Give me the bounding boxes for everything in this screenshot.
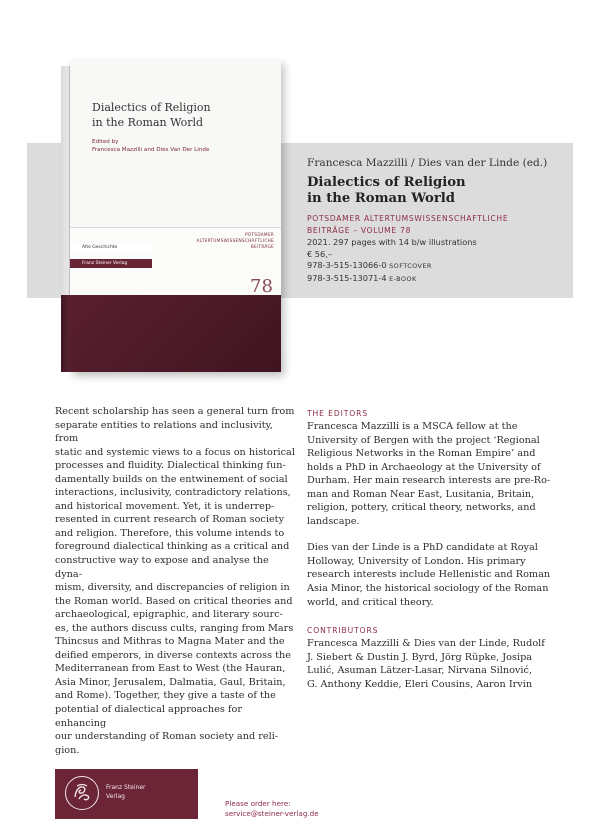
editor-bio-line: world, and critical theory. [307, 596, 434, 608]
isbn-softcover: 978-3-515-13066-0 [307, 260, 387, 270]
description-line: damentally builds on the entwinement of social [55, 473, 288, 485]
book-cover-volume-number: 78 [250, 276, 273, 297]
editor-bio-line: man and Roman Near East, Lusitania, Britain, [307, 488, 535, 500]
description-line: Thincsus and Mithras to Magna Mater and the [55, 636, 285, 648]
isbn-softcover-row [307, 260, 567, 273]
editor-bio-line: Holloway, University of London. His primary [307, 555, 526, 567]
description-line: es, the authors discuss cults, ranging from Mars [55, 622, 294, 634]
page-count: 2021. 297 pages with 14 b/w illustrations [307, 237, 477, 247]
description-line: Mediterranean from East to West (the Hauran, [55, 663, 286, 675]
authors: Francesca Mazzilli / Dies van der Linde (ed.) [307, 157, 548, 169]
book-cover-title-line2: in the Roman World [92, 116, 204, 129]
book-cover-series-line3: BEITRÄGE [250, 244, 274, 249]
series-line1: POTSDAMER ALTERTUMSWISSENSCHAFTLICHE [307, 214, 509, 223]
description-line: mism, diversity, and discrepancies of religion in [55, 582, 290, 594]
order-info [225, 799, 319, 819]
publisher-emblem-icon [65, 776, 99, 810]
contributors-line: Francesca Mazzilli & Dies van der Linde, Rudolf [307, 638, 545, 650]
book-cover-image [61, 60, 281, 372]
publisher-name-line2: Verlag [106, 792, 125, 800]
publisher-name-line1: Franz Steiner [106, 784, 146, 791]
editor-bio-line: Asia Minor, the historical sociology of the Roman [307, 583, 549, 595]
description-line: the Roman world. Based on critical theories and [55, 595, 293, 607]
description-line: and historical movement. Yet, it is underrep- [55, 500, 275, 512]
book-cover-editor-names: Francesca Mazzilli and Dies Van Der Linde [92, 147, 210, 153]
isbn-ebook-row [307, 273, 567, 286]
book-cover-series-line2: ALTERTUMSWISSENSCHAFTLICHE [196, 238, 274, 243]
contributors-line: Lulić, Asuman Lätzer-Lasar, Nirvana Silnović, [307, 665, 532, 677]
book-spine-bottom [61, 295, 70, 372]
book-cover-publisher-tag: Franz Steiner Verlag [70, 259, 152, 268]
description-line: deified emperors, in diverse contexts across the [55, 649, 292, 661]
editor-bio-line: Durham. Her main research interests are pre-Ro- [307, 475, 551, 487]
softcover-label: SOFTCOVER [389, 262, 432, 270]
order-email-link[interactable]: service@steiner-verlag.de [225, 809, 319, 818]
book-cover-series [174, 232, 274, 250]
editor-bio-line: landscape. [307, 515, 360, 527]
editor-bio-line: Francesca Mazzilli is a MSCA fellow at the [307, 421, 518, 432]
book-cover-bottom [70, 295, 281, 372]
isbn-ebook: 978-3-515-13071-4 [307, 272, 387, 283]
title-line1: Dialectics of Religion [307, 175, 466, 190]
book-cover-edited-by: Edited by [92, 139, 119, 145]
paragraph-gap [307, 609, 572, 625]
description-line: Asia Minor, Jerusalem, Dalmatia, Gaul, Britain, [55, 676, 286, 688]
editor-bio-line: research interests include Hellenistic and Roman [307, 569, 551, 581]
book-details [307, 237, 567, 285]
contributors-line: J. Siebert & Dustin J. Byrd, Jörg Rüpke, Josipa [307, 651, 533, 663]
ebook-label: E-BOOK [389, 274, 417, 283]
contributors-heading: CONTRIBUTORS [307, 626, 379, 636]
book-cover-title-line1: Dialectics of Religion [92, 101, 211, 114]
editor-bio-line: religion, pottery, critical theory, networks, and [307, 502, 536, 514]
book-cover-series-line1: POTSDAMER [245, 232, 274, 237]
description-line: and Rome). Together, they give a taste of the [55, 690, 276, 702]
description-line: resented in current research of Roman society [55, 514, 285, 526]
description-line: processes and fluidity. Dialectical thinking fun- [55, 460, 286, 472]
publisher-name [106, 784, 146, 801]
description-line: Recent scholarship has seen a general turn from [55, 406, 295, 417]
series-line2: BEITRÄGE – VOLUME 78 [307, 226, 412, 235]
description-line: potential of dialectical approaches for enhancing [55, 704, 242, 729]
contributors-line: G. Anthony Keddie, Eleri Cousins, Aaron Irvin [307, 678, 533, 690]
paragraph-gap [307, 528, 572, 541]
description-line: constructive way to expose and analyse the dyna- [55, 555, 269, 580]
book-cover-title [92, 100, 262, 130]
description-line: separate entities to relations and inclusivity, from [55, 419, 273, 445]
description-line: interactions, inclusivity, contradictory relations, [55, 487, 291, 499]
book-cover-editors [92, 138, 272, 154]
description-line: foreground dialectical thinking as a critical and [55, 541, 290, 553]
editor-bio-line: holds a PhD in Archaeology at the University of [307, 461, 541, 473]
description-line: static and systemic views to a focus on historical [55, 446, 295, 458]
publisher-logo [55, 769, 198, 819]
contributors-list [307, 637, 572, 691]
description-line: our understanding of Roman society and reli- [55, 731, 279, 743]
title-line2: in the Roman World [307, 191, 455, 206]
editor-bio-line: University of Bergen with the project ‘Regional [307, 434, 540, 446]
book-metadata [307, 156, 567, 285]
editor-bio-line: Dies van der Linde is a PhD candidate at Royal [307, 542, 538, 554]
description [55, 405, 295, 757]
page-title [307, 175, 567, 207]
editor-bio-mazzilli [307, 420, 572, 528]
order-label: Please order here: [225, 799, 291, 808]
editor-bio-line: Religious Networks in the Roman Empire’ and [307, 448, 536, 460]
description-line: archaeological, epigraphic, and literary sourc- [55, 609, 283, 621]
book-front [70, 60, 281, 372]
editor-bio-van-der-linde [307, 541, 572, 609]
description-line: gion. [55, 744, 80, 756]
book-cover-subject-tag: Alte Geschichte [70, 244, 152, 252]
description-line: and religion. Therefore, this volume intends to [55, 527, 285, 539]
series-name [307, 213, 567, 237]
price: € 56,– [307, 248, 332, 259]
editors-heading: THE EDITORS [307, 409, 369, 418]
editors-contributors [307, 408, 572, 691]
